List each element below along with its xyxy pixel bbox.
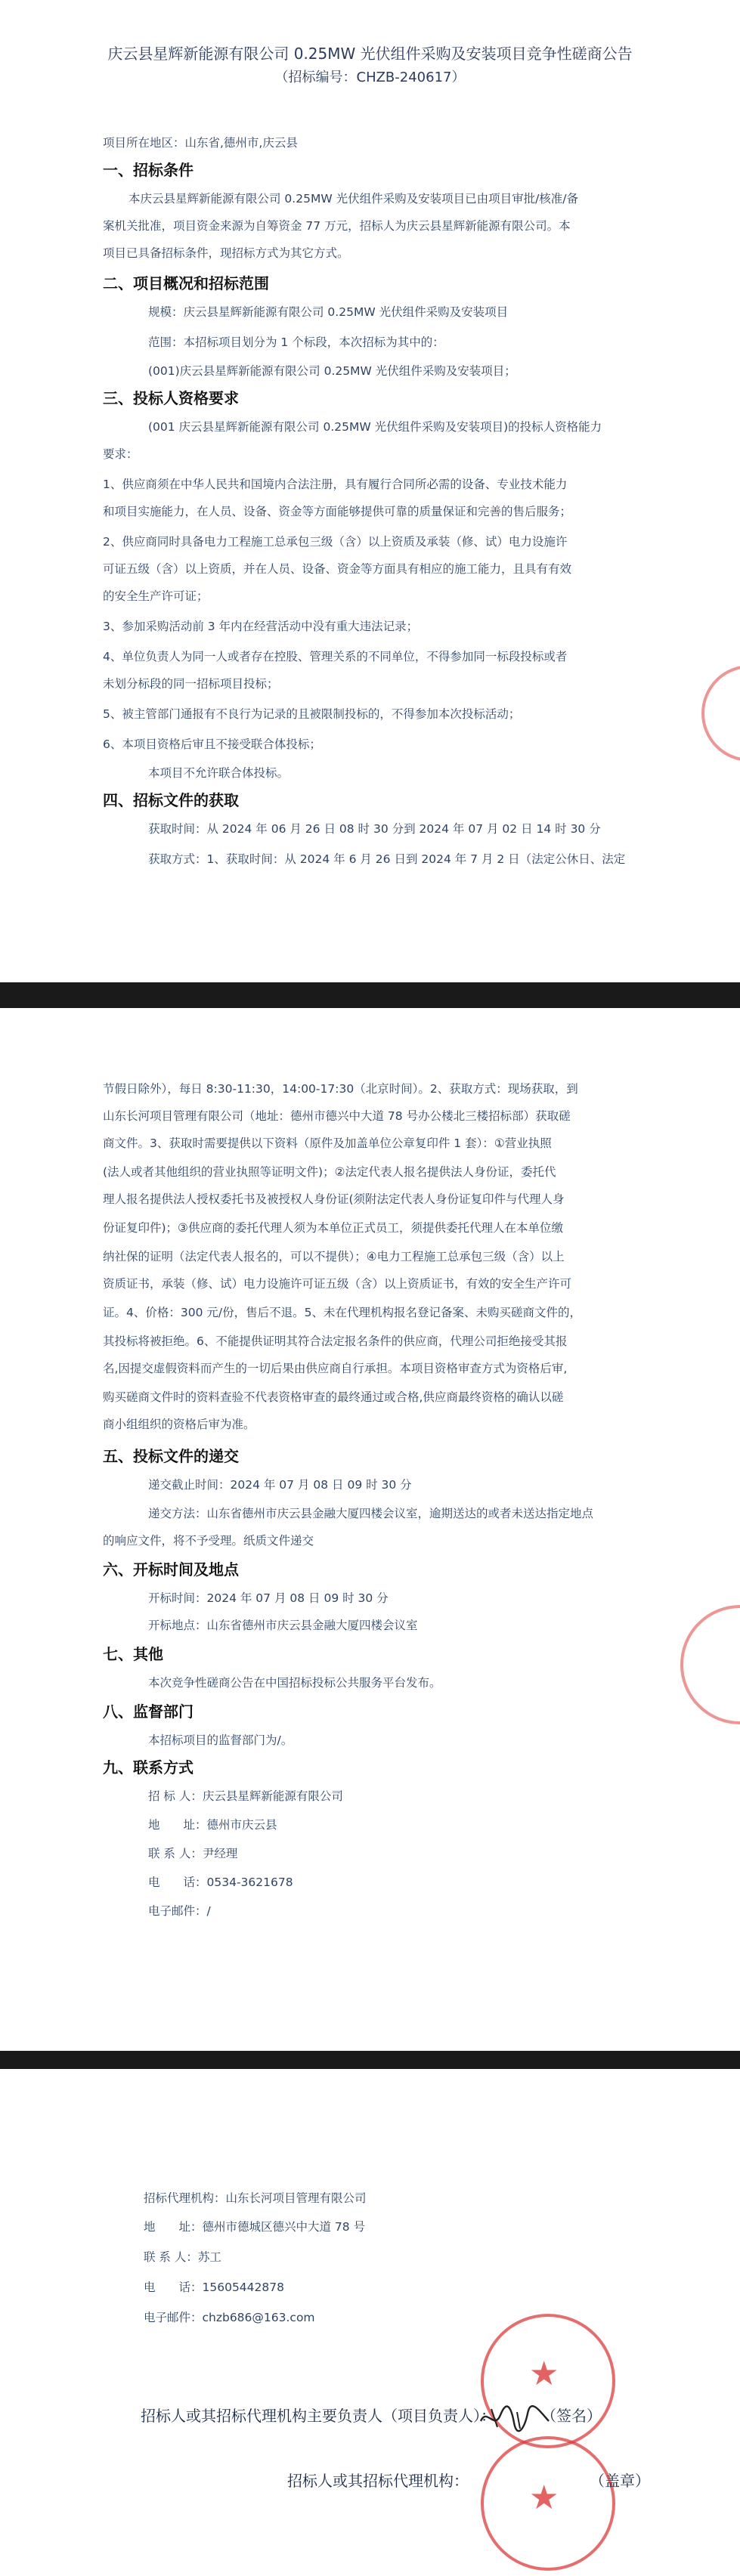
document-page-1	[0, 0, 740, 982]
paragraph-line: 项目已具备招标条件，现招标方式为其它方式。	[103, 246, 349, 260]
paragraph-line: 本招标项目的监督部门为/。	[148, 1733, 293, 1747]
paragraph-line: 开标地点：山东省德州市庆云县金融大厦四楼会议室	[148, 1619, 418, 1632]
section-heading-9: 九、联系方式	[103, 1758, 194, 1777]
paragraph-line: 获取方式：1、获取时间：从 2024 年 6 月 26 日到 2024 年 7 月 2 日（法定公休日、法定	[148, 852, 626, 866]
paragraph-line: 证。4、价格：300 元/份，售后不退。5、未在代理机构报名登记备案、未购买磋商文件的，	[103, 1306, 581, 1319]
paragraph-line: 资质证书，承装（修、试）电力设施许可证五级（含）以上资质证书，有效的安全生产许可	[103, 1277, 572, 1291]
paragraph-line: 份证复印件)；③供应商的委托代理人须为本单位正式员工，须提供委托代理人在本单位缴	[103, 1221, 563, 1235]
bid-number: （招标编号：CHZB-240617）	[274, 70, 466, 85]
paragraph-line: 获取时间：从 2024 年 06 月 26 日 08 时 30 分到 2024 年 07 月 02 日 14 时 30 分	[148, 822, 601, 836]
paragraph-line: 商小组组织的资格后审为准。	[103, 1418, 255, 1431]
paragraph-line: 的响应文件，将不予受理。纸质文件递交	[103, 1534, 314, 1548]
paragraph-line: 理人报名提供法人授权委托书及被授权人身份证(须附法定代表人身份证复印件与代理人身	[103, 1192, 565, 1206]
paragraph-line: 4、单位负责人为同一人或者存在控股、管理关系的不同单位，不得参加同一标段投标或者	[103, 650, 568, 663]
paragraph-line: 未划分标段的同一招标项目投标；	[103, 677, 279, 691]
section-heading-4: 四、招标文件的获取	[103, 791, 239, 809]
paragraph-line: 纳社保的证明（法定代表人报名的，可以不提供）；④电力工程施工总承包三级（含）以上	[103, 1250, 565, 1263]
paragraph-line: 3、参加采购活动前 3 年内在经营活动中没有重大违法记录；	[103, 620, 419, 633]
document-page-3	[0, 2069, 740, 2576]
paragraph-line: 开标时间：2024 年 07 月 08 日 09 时 30 分	[148, 1591, 389, 1605]
notice-title: 庆云县星辉新能源有限公司 0.25MW 光伏组件采购及安装项目竞争性磋商公告	[107, 45, 633, 63]
paragraph-line: 其投标将被拒绝。6、不能提供证明其符合法定报名条件的供应商，代理公司拒绝接受其报	[103, 1334, 568, 1348]
document-page-2	[0, 1008, 740, 2051]
paragraph-line: (001)庆云县星辉新能源有限公司 0.25MW 光伏组件采购及安装项目；	[148, 364, 516, 378]
paragraph-line: 本庆云县星辉新能源有限公司 0.25MW 光伏组件采购及安装项目已由项目审批/核准/备	[128, 192, 579, 206]
paragraph-line: 递交截止时间：2024 年 07 月 08 日 09 时 30 分	[148, 1478, 412, 1492]
agency-email: 电子邮件：chzb686@163.com	[144, 2311, 315, 2324]
page-separator	[0, 2051, 740, 2069]
agency-phone: 电 话：15605442878	[144, 2281, 284, 2294]
project-location: 项目所在地区：山东省,德州市,庆云县	[103, 136, 298, 150]
paragraph-line: 要求：	[103, 447, 138, 461]
agency-address: 地 址：德州市德城区德兴中大道 78 号	[144, 2220, 366, 2234]
paragraph-line: 山东长河项目管理有限公司（地址：德州市德兴中大道 78 号办公楼北三楼招标部）获取磋	[103, 1109, 571, 1123]
section-heading-2: 二、项目概况和招标范围	[103, 274, 269, 292]
paragraph-line: 商文件。3、获取时需要提供以下资料（原件及加盖单位公章复印件 1 套）：①营业执照	[103, 1136, 552, 1150]
paragraph-line: 1、供应商须在中华人民共和国境内合法注册，具有履行合同所必需的设备、专业技术能力	[103, 478, 568, 491]
contact-email: 电子邮件：/	[148, 1904, 211, 1918]
paragraph-line: 2、供应商同时具备电力工程施工总承包三级（含）以上资质及承装（修、试）电力设施许	[103, 535, 568, 549]
paragraph-line: 范围：本招标项目划分为 1 个标段，本次招标为其中的：	[148, 336, 444, 349]
paragraph-line: 本次竞争性磋商公告在中国招标投标公共服务平台发布。	[148, 1676, 441, 1690]
contact-tenderer: 招 标 人：庆云县星辉新能源有限公司	[148, 1789, 343, 1803]
contact-person: 联 系 人：尹经理	[148, 1847, 238, 1860]
section-heading-7: 七、其他	[103, 1645, 163, 1663]
paragraph-line: 规模：庆云县星辉新能源有限公司 0.25MW 光伏组件采购及安装项目	[148, 305, 509, 319]
paragraph-line: (001 庆云县星辉新能源有限公司 0.25MW 光伏组件采购及安装项目)的投标人资格能力	[148, 420, 602, 434]
paragraph-line: 的安全生产许可证；	[103, 589, 209, 603]
section-heading-1: 一、招标条件	[103, 161, 194, 179]
section-heading-5: 五、投标文件的递交	[103, 1447, 239, 1465]
seal-line: 招标人或其招标代理机构： （盖章）	[287, 2472, 650, 2490]
contact-address: 地 址：德州市庆云县	[148, 1818, 277, 1832]
section-heading-6: 六、开标时间及地点	[103, 1560, 239, 1579]
paragraph-line: 5、被主管部门通报有不良行为记录的且被限制投标的，不得参加本次投标活动；	[103, 707, 521, 721]
paragraph-line: 名,因提交虚假资料而产生的一切后果由供应商自行承担。本项目资格审查方式为资格后审,	[103, 1362, 568, 1375]
seal-star-icon: ★	[529, 2355, 559, 2393]
section-heading-8: 八、监督部门	[103, 1702, 194, 1721]
paragraph-line: 递交方法：山东省德州市庆云县金融大厦四楼会议室，逾期送达的或者未送达指定地点	[148, 1507, 594, 1520]
signature-line: 招标人或其招标代理机构主要负责人（项目负责人）： （签名）	[141, 2407, 602, 2425]
paragraph-line: 节假日除外），每日 8:30-11:30，14:00-17:30（北京时间）。2、获取方式：现场获取，到	[103, 1082, 578, 1096]
contact-phone: 电 话：0534-3621678	[148, 1876, 293, 1889]
seal-star-icon: ★	[529, 2479, 559, 2517]
paragraph-line: 本项目不允许联合体投标。	[148, 766, 289, 780]
page-separator	[0, 982, 740, 1008]
paragraph-line: 可证五级（含）以上资质，并在人员、设备、资金等方面具有相应的施工能力，且具有有效	[103, 562, 572, 576]
paragraph-line: (法人或者其他组织的营业执照等证明文件)；②法定代表人报名提供法人身份证，委托代	[103, 1165, 556, 1179]
paragraph-line: 案机关批准，项目资金来源为自筹资金 77 万元，招标人为庆云县星辉新能源有限公司。本	[103, 219, 571, 233]
paragraph-line: 和项目实施能力，在人员、设备、资金等方面能够提供可靠的质量保证和完善的售后服务；	[103, 505, 572, 518]
paragraph-line: 购买磋商文件时的资料查验不代表资格审查的最终通过或合格,供应商最终资格的确认以磋	[103, 1390, 564, 1404]
agency-name: 招标代理机构：山东长河项目管理有限公司	[144, 2191, 367, 2205]
agency-contact-person: 联 系 人：苏工	[144, 2250, 221, 2264]
paragraph-line: 6、本项目资格后审且不接受联合体投标；	[103, 738, 321, 751]
section-heading-3: 三、投标人资格要求	[103, 389, 239, 407]
